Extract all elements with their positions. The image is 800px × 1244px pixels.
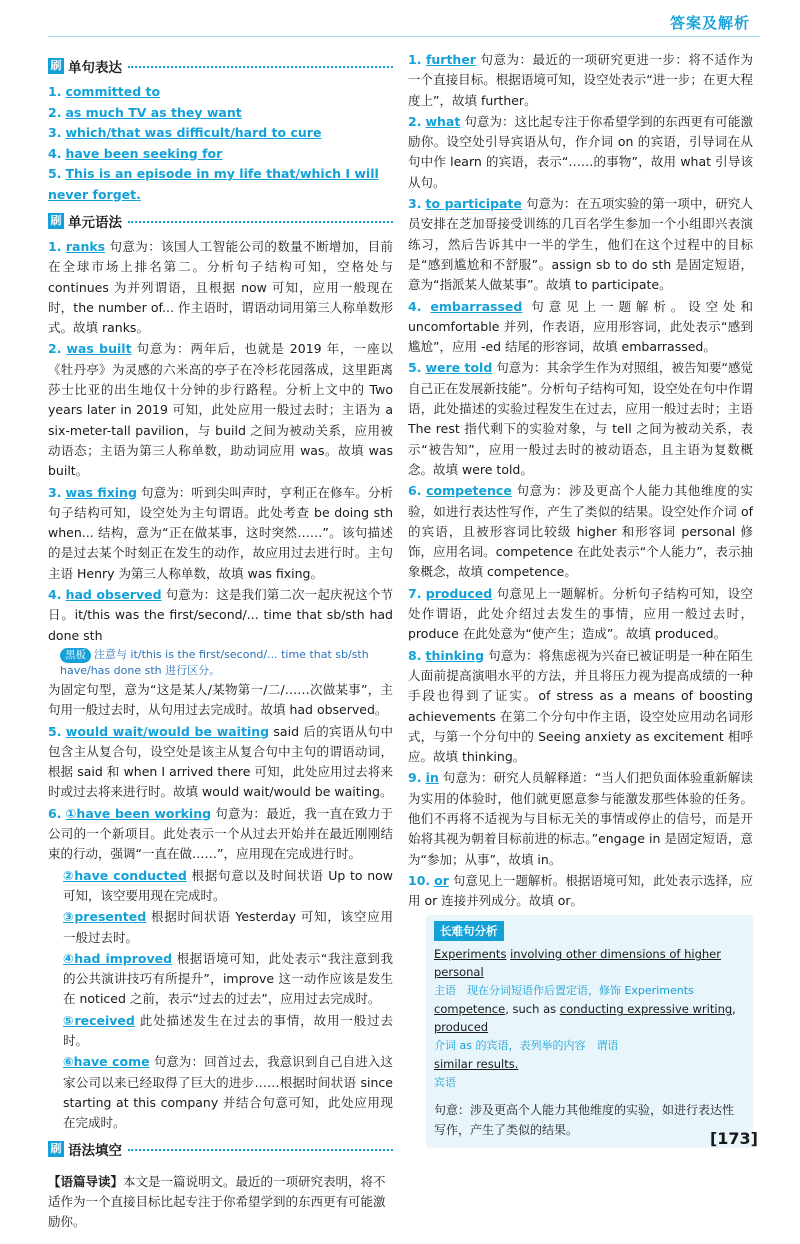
fill-item [408,481,753,582]
answer-text: ②have conducted [63,867,187,883]
analysis-line [434,945,745,981]
answer-text: in [425,770,439,786]
explanation-text: 句意为：听到尖叫声时，亨利正在修车。分析句子结构可知，设空处为主句谓语。此处考查 be doing sth when... 结构，意为“正在做某事，这时突然……”。该句描述的是过去某个时刻正在发生的动作，故应用过去进行时。主句主语 Henry 为第三人称单数，故填 was fixing。 [48,484,393,581]
answer-text: had observed [65,587,162,603]
item-number: 8. [408,647,422,663]
fill-item [408,358,753,480]
item-number: 7. [408,585,422,601]
analysis-fragment: , such as [505,1002,557,1017]
analysis-line [434,1000,745,1036]
answer-text: would wait/would be waiting [65,723,270,739]
section-rule [128,66,393,68]
sub-answer [48,1011,393,1052]
section-grammar-fill [48,1139,393,1159]
single-answers-list [48,82,393,205]
explanation-text: 句意见上一题解析。分析句子结构可知，设空处作谓语，此处介绍过去发生的事情，应用一般过去时，produce 在此处意为“使产生；造成”。故填 produced。 [408,585,753,642]
answer-text: embarrassed [430,298,523,314]
sub-answer [48,1052,393,1133]
section-single-expression [48,56,393,76]
analysis-object: similar results. [434,1057,519,1072]
header-divider [48,36,760,37]
item-number: 1. [48,239,62,254]
explanation-text: 句意为：这是我们第二次一起庆祝这个节日。it/this was the first/second/... time that sb/sth had done sth [48,587,393,643]
analysis-fragment: , [732,1002,736,1017]
item-number: 5. [408,360,422,376]
explanation-text: 句意为：最近的一项研究更进一步：将不适作为一个直接目标。根据语境可知，设空处表示“进一步；在更大程度上”，故填 further。 [408,52,753,108]
sub-answer [48,907,393,948]
explanation-text: 句意为：最近，我一直在致力于公司的一个新项目。此处表示一个从过去开始并在最近刚刚结束的行动，强调“一直在做……”，应用现在完成进行时。 [48,805,393,862]
right-column [408,50,753,1148]
section-rule [128,221,393,223]
answer-text: was built [66,341,132,357]
analysis-subject: Experiments [434,947,507,962]
section-unit-grammar [48,211,393,231]
answer-text: which/that was difficult/hard to cure [65,125,322,140]
answer-text: thinking [425,647,485,663]
analysis-label: 主语 [434,984,456,998]
answer-text: to participate [425,196,522,212]
answer-text: what [425,113,461,129]
grammar-item [48,483,393,584]
left-column [48,50,393,1244]
item-number: 3. [48,484,62,500]
answer-text: ⑤received [63,1012,135,1028]
item-number: 4. [408,298,422,314]
answer-text: or [434,872,449,888]
fill-item [408,194,753,295]
grammar-item [48,339,393,481]
reading-guide-text: 本文是一篇说明文。最近的一项研究表明，将不适作为一个直接目标比起专注于你希望学到的东西更有可能激励你。 [48,1173,386,1229]
item-number: 6. [408,483,422,499]
list-item [48,123,393,144]
grammar-item-continued [48,680,393,721]
grammar-item-6 [48,804,393,1134]
item-number: 2. [48,341,62,357]
item-number: 1. [48,84,62,99]
list-item [48,144,393,165]
analysis-label: 宾语 [434,1076,456,1090]
analysis-box-title: 长难句分析 [434,921,504,941]
blackboard-note [60,647,393,678]
explanation-text: 此处描述发生在过去的事情，故用一般过去时。 [63,1012,393,1048]
section-title: 语法填空 [68,1143,122,1160]
fill-item [408,112,753,193]
section-rule [128,1149,393,1151]
brush-icon: 刷 [48,1141,64,1157]
item-number: 6. [48,805,62,821]
item-number: 5. [48,723,62,739]
fill-item [408,768,753,869]
answer-text: ④had improved [63,950,173,966]
explanation-text: 句意为：两年后，也就是 2019 年，一座以《牡丹亭》为灵感的六米高的亭子在冷杉花园落成，这里距离莎士比亚的出生地仅十分钟的步行路程。分析上文中的 Two years later in 2019 可知，此处应用一般过去时；主语为 a six-meter-tall pavilion，与 build 之间为被动关系，应用被动语态；主语为第三人称单数，助动词应用 was。故填 was built。 [48,341,394,479]
page-header-title: 答案及解析 [669,14,750,32]
explanation-text: 句意为：将焦虑视为兴奋已被证明是一种在陌生人面前提高演唱水平的方法，并且将压力视为提高成绩的一种手段也得到了证实。of stress as a means of boosting achievements 在第二个分句中作主语，设空处应用动名词形式，与第一个分句中的 Seeing anxiety as excitement 相呼应。故填 thinking。 [408,647,753,765]
explanation-text: 根据语境可知，此处表示“我注意到我的公共演讲技巧有所提升”，improve 这一动作应该是发生在 noticed 之前，表示“过去的过去”，应用过去完成时。 [63,950,393,1007]
explanation-text: 为固定句型，意为“这是某人/某物第一/二/……次做某事”，主句用一般过去时，从句用过去完成时。故填 had observed。 [48,681,393,718]
list-item [48,103,393,124]
answer-text: This is an episode in my life that/which I will never forget. [48,166,379,202]
answer-text: as much TV as they want [65,104,242,120]
item-number: 2. [408,113,422,129]
answer-text: ranks [65,239,106,254]
list-item [48,82,393,103]
explanation-text: 根据句意以及时间状语 Up to now 可知，该空要用现在完成时。 [63,867,393,903]
answer-text: competence [426,483,512,499]
analysis-fragment: conducting expressive writing [559,1002,733,1017]
analysis-label: 谓语 [596,1039,619,1053]
long-sentence-analysis-box [426,915,753,1148]
sub-answer [48,804,393,865]
fill-item [408,871,753,912]
analysis-predicate: produced [434,1020,489,1035]
grammar-item [48,722,393,803]
item-number: 4. [48,145,62,161]
analysis-label-line [434,1073,745,1092]
explanation-text: 句意为：在五项实验的第一项中，研究人员安排在芝加哥接受训练的几百名学生参加一个小组即兴表演练习，然后告诉其中一半的学生，他们在这个过程中的目标是“感到尴尬和不舒服”。assign sb to do sth 是固定短语，意为“指派某人做某事”。故填 to participate。 [408,196,753,293]
item-number: 9. [408,770,422,786]
explanation-text: 句意见上一题解析。根据语境可知，此处表示选择，应用 or 连接并列成分。故填 or。 [408,872,753,909]
fill-item [408,297,753,358]
analysis-label: 介词 as 的宾语，表列举的内容 [434,1039,586,1053]
item-number: 10. [408,872,431,888]
explanation-text: 句意见上一题解析。设空处和 uncomfortable 并列，作表语，应用形容词，此处表示“感到尴尬”，应用 -ed 结尾的形容词，故填 embarrassed。 [408,298,753,355]
reading-guide-label: 【语篇导读】 [48,1173,124,1189]
answer-text: further [425,52,476,67]
explanation-text: 句意为：该国人工智能公司的数量不断增加，目前在全球市场上排名第二。分析句子结构可知，空格处与 continues 为并列谓语，且根据 now 可知，应用一般现在时，the number of... 作主语时，谓语动词用第三人称单数形式。故填 ranks。 [48,239,393,336]
explanation-text: 根据时间状语 Yesterday 可知，该空应用一般过去时。 [63,909,393,945]
explanation-text: 句意为：回首过去，我意识到自己自进入这家公司以来已经取得了巨大的进步……根据时间状语 since starting at this company 并结合句意可知，此处应用现在完成时。 [63,1054,393,1131]
item-number: 3. [48,125,62,140]
analysis-line [434,1055,745,1073]
analysis-label-line [434,981,745,1000]
brush-icon: 刷 [48,58,64,74]
explanation-text: 句意为：涉及更高个人能力其他维度的实验，如进行表达性写作，产生了类似的结果。设空处作介词 of 的宾语，且被形容词比较级 higher 和形容词 personal 修饰，应用名词。competence 在此处表示“个人能力”，表示抽象概念，故填 competence。 [408,483,753,580]
explanation-text: 句意为：其余学生作为对照组，被告知要“感觉自己正在发展新技能”。分析句子结构可知，设空处在句中作谓语，此处描述的实验过程发生在过去，应用一般过去时；主语 The rest 指代剩下的实验对象，与 tell 之间为被动关系，表示“被告知”，应用一般过去时的被动语态，且主语为复数概念。故填 were told。 [408,360,753,477]
analysis-label-line [434,1036,745,1055]
answer-text: committed to [65,84,161,99]
sub-answer [48,949,393,1010]
answer-text: produced [425,585,493,601]
explanation-text: 句意为：这比起专注于你希望学到的东西更有可能激励你。设空处引导宾语从句，作介词 on 的宾语，引导词在从句中作 learn 的宾语，表示“……的事物”，故用 what 引导该从句。 [408,113,753,190]
brush-icon: 刷 [48,213,64,229]
item-number: 2. [48,104,62,120]
answer-text: were told [425,360,493,376]
answer-text: have been seeking for [65,145,223,161]
section-title: 单句表达 [68,60,122,76]
fill-item [408,50,753,111]
sub-answer [48,866,393,907]
section-title: 单元语法 [68,215,122,231]
analysis-fragment: competence [434,1002,506,1017]
answer-text: ③presented [63,909,147,925]
list-item [48,164,393,205]
analysis-participle-phrase: involving other dimensions of higher personal [434,947,721,980]
answer-text: was fixing [65,484,137,500]
explanation-text: 句意为：研究人员解释道：“当人们把负面体验重新解读为实用的体验时，他们就更愿意参与能激发那些体验的任务。他们不再将不适视为与目标无关的事情或停止的信号，而是开始将其视为朝着目标前进的标志。”engage in 是固定短语，意为“参加；从事”，故填 in。 [408,770,753,867]
grammar-item [48,237,393,338]
analysis-translation: 句意：涉及更高个人能力其他维度的实验，如进行表达性写作，产生了类似的结果。 [434,1103,735,1138]
reading-guide [48,1172,393,1232]
answer-text: ⑥have come [63,1054,150,1070]
item-number: 4. [48,587,62,603]
note-text: 注意与 it/this is the first/second/... time that sb/sth have/has done sth 进行区分。 [60,647,369,677]
item-number: 3. [408,196,422,212]
analysis-label: 现在分词短语作后置定语，修饰 Experiments [466,984,694,998]
answer-text: ①have been working [65,805,212,821]
explanation-text: said 后的宾语从句中包含主从复合句，设空处是该主从复合句中主句的谓语动词，根据 said 和 when I arrived there 可知，此处应用过去将来时或过去将来进行时。故填 would wait/would be waiting。 [48,723,393,800]
fill-item [408,584,753,645]
item-number: 5. [48,166,62,181]
item-number: 1. [408,52,422,67]
grammar-item [48,585,393,646]
fill-item [408,646,753,768]
note-tag: 黑板 [60,648,91,663]
page-number: [173] [709,1129,758,1148]
